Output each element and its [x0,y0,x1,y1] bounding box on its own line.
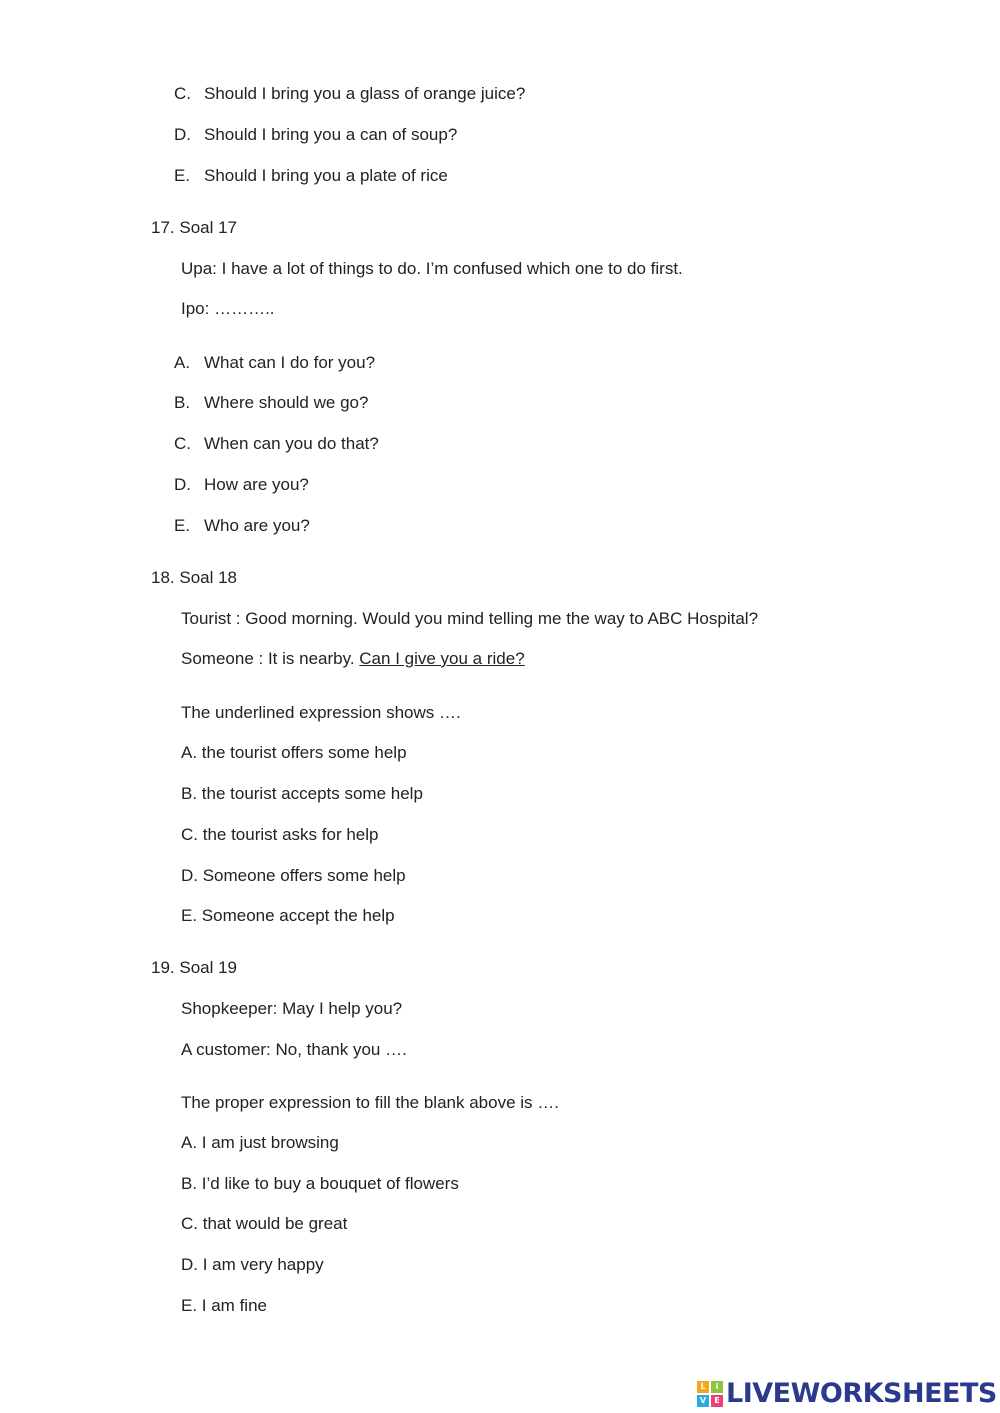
q17-option-c-label: C. [174,434,191,453]
q16-option-d-label: D. [174,125,191,144]
q19-option-c: C. that would be great [181,1214,348,1233]
q16-option-e-text: Should I bring you a plate of rice [204,166,448,185]
q17-heading: 17. Soal 17 [151,218,238,237]
q16-option-e-label: E. [174,166,191,185]
logo-mark-i: i [711,1381,723,1393]
q18-option-e: E. Someone accept the help [181,906,395,925]
q19-heading: 19. Soal 19 [151,958,238,977]
q17-dialog-upa: Upa: I have a lot of things to do. I’m confused which one to do first. [181,259,683,278]
q18-question: The underlined expression shows …. [181,703,461,722]
q17-dialog-ipo: Ipo: ……….. [181,299,275,318]
q17-option-a-text: What can I do for you? [204,353,376,372]
q18-option-d: D. Someone offers some help [181,866,406,885]
q17-option-d-text: How are you? [204,475,309,494]
liveworksheets-logo-text: LIVEWORKSHEETS [726,1378,997,1409]
logo-mark-e: E [711,1395,723,1407]
q17-option-e-label: E. [174,516,191,535]
q17-option-d-label: D. [174,475,191,494]
q17-option-a-label: A. [174,353,191,372]
q17-option-b-text: Where should we go? [204,393,369,412]
liveworksheets-logo[interactable] [697,1378,997,1410]
q17-option-e-text: Who are you? [204,516,310,535]
logo-mark-v: V [697,1395,709,1407]
q19-option-b: B. I’d like to buy a bouquet of flowers [181,1174,459,1193]
q18-dialog-tourist: Tourist : Good morning. Would you mind telling me the way to ABC Hospital? [181,609,759,628]
q19-question: The proper expression to fill the blank above is …. [181,1093,559,1112]
q19-dialog-customer: A customer: No, thank you …. [181,1040,407,1059]
q17-option-c-text: When can you do that? [204,434,379,453]
q16-option-c-label: C. [174,84,191,103]
q16-option-c-text: Should I bring you a glass of orange juice? [204,84,526,103]
q19-option-a: A. I am just browsing [181,1133,339,1152]
liveworksheets-logo-icon [697,1381,723,1407]
q18-dialog-someone-prefix: Someone : It is nearby. [181,649,360,668]
q18-dialog-someone [181,649,525,669]
q16-option-d-text: Should I bring you a can of soup? [204,125,458,144]
q18-option-a: A. the tourist offers some help [181,743,407,762]
q18-heading: 18. Soal 18 [151,568,238,587]
q18-option-c: C. the tourist asks for help [181,825,379,844]
q19-dialog-shopkeeper: Shopkeeper: May I help you? [181,999,403,1018]
logo-mark-l: L [697,1381,709,1393]
q19-option-d: D. I am very happy [181,1255,324,1274]
q17-option-b-label: B. [174,393,191,412]
q19-option-e: E. I am fine [181,1296,267,1315]
q18-underlined-expression: Can I give you a ride? [359,649,525,668]
q18-option-b: B. the tourist accepts some help [181,784,423,803]
